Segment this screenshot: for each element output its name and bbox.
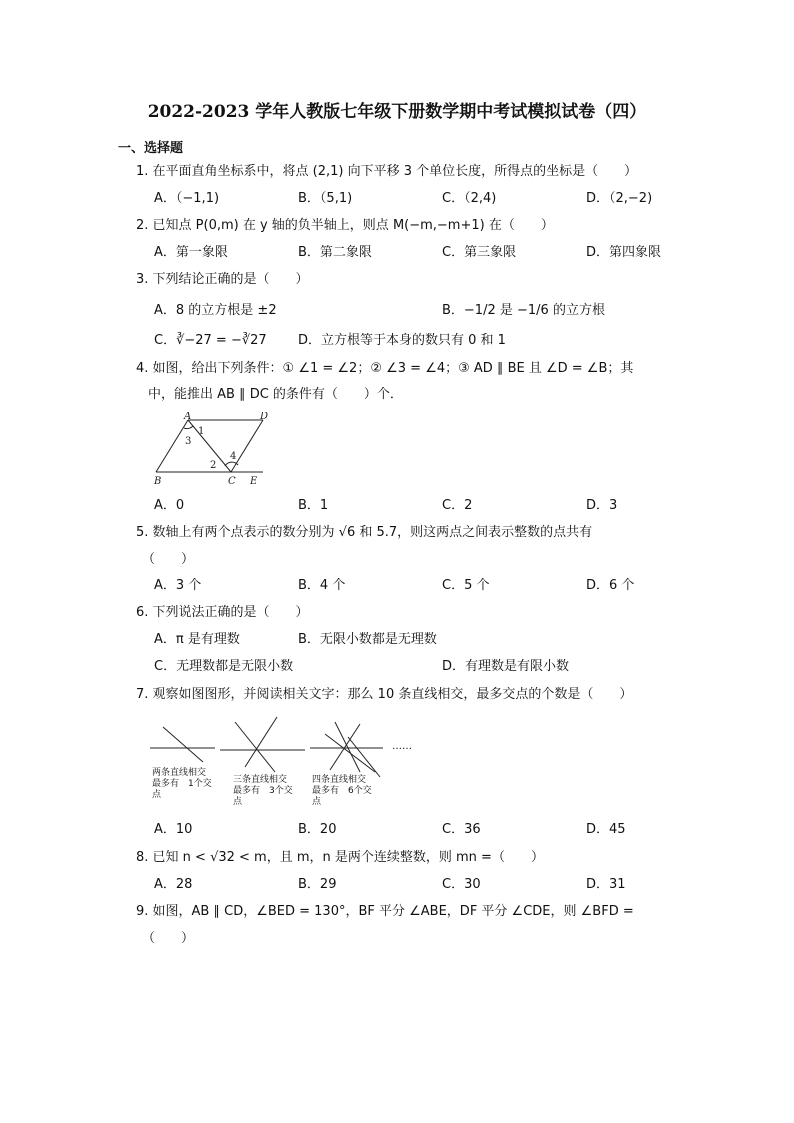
q7-option-b: B．20 <box>298 822 337 837</box>
label-3: 3 <box>185 436 192 447</box>
label-d: D <box>260 412 269 422</box>
q5-option-d: D．6 个 <box>586 578 635 593</box>
q5-option-c: C．5 个 <box>442 578 490 593</box>
q4-option-b: B．1 <box>298 498 329 513</box>
q5-option-a: A．3 个 <box>154 578 202 593</box>
question-5-cont: （ ） <box>142 552 195 567</box>
q6-option-d: D．有理数是有限小数 <box>442 659 570 674</box>
q5-option-b: B．4 个 <box>298 578 346 593</box>
label-c: C <box>228 476 236 487</box>
q3-option-b: B．−1/2 是 −1/6 的立方根 <box>442 303 605 318</box>
caption-three-lines-3: 点 <box>233 797 243 807</box>
caption-four-lines-3: 点 <box>312 797 322 807</box>
q4-option-c: C．2 <box>442 498 473 513</box>
label-b: B <box>154 476 162 487</box>
parallelogram-figure <box>148 412 273 488</box>
q7-option-c: C．36 <box>442 822 481 837</box>
q2-option-a: A．第一象限 <box>154 245 228 260</box>
q3-option-a: A．8 的立方根是 ±2 <box>154 303 277 318</box>
page-title: 2022-2023 学年人教版七年级下册数学期中考试模拟试卷（四） <box>147 102 647 122</box>
q8-option-d: D．31 <box>586 877 626 892</box>
q7-option-d: D．45 <box>586 822 626 837</box>
section-heading: 一、选择题 <box>118 141 184 156</box>
q2-option-b: B．第二象限 <box>298 245 372 260</box>
label-1: 1 <box>198 426 205 437</box>
q4-option-d: D．3 <box>586 498 618 513</box>
q1-option-c: C．（2,4) <box>442 191 497 206</box>
caption-three-lines-1: 三条直线相交 <box>233 775 288 785</box>
q1-option-a: A．（−1,1) <box>154 191 220 206</box>
q2-option-c: C．第三象限 <box>442 245 517 260</box>
q6-option-a: A．π 是有理数 <box>154 632 240 647</box>
caption-two-lines-2: 最多有 1个交 <box>152 779 212 789</box>
caption-four-lines-2: 最多有 6个交 <box>312 786 372 796</box>
caption-three-lines-2: 最多有 3个交 <box>233 786 293 796</box>
q1-option-b: B．（5,1) <box>298 191 353 206</box>
q4-option-a: A．0 <box>154 498 185 513</box>
question-9-cont: （ ） <box>142 931 195 946</box>
label-4: 4 <box>230 451 237 462</box>
question-6: 6. 下列说法正确的是（ ） <box>136 605 309 620</box>
caption-four-lines-1: 四条直线相交 <box>312 775 367 785</box>
label-a: A <box>184 412 192 422</box>
q6-option-c: C．无理数都是无限小数 <box>154 659 294 674</box>
question-3: 3. 下列结论正确的是（ ） <box>136 272 309 287</box>
q8-option-b: B．29 <box>298 877 337 892</box>
q8-option-c: C．30 <box>442 877 481 892</box>
question-8: 8. 已知 n < √32 < m，且 m，n 是两个连续整数，则 mn =（ ） <box>136 850 544 865</box>
q2-option-d: D．第四象限 <box>586 245 662 260</box>
q1-option-d: D．（2,−2) <box>586 191 653 206</box>
question-1: 1. 在平面直角坐标系中，将点 (2,1) 向下平移 3 个单位长度，所得点的坐标是（ ） <box>136 164 638 179</box>
question-7: 7. 观察如图图形，并阅读相关文字：那么 10 条直线相交，最多交点的个数是（ ） <box>136 687 633 702</box>
label-e: E <box>250 476 258 487</box>
question-5: 5. 数轴上有两个点表示的数分别为 √6 和 5.7，则这两点之间表示整数的点共有 <box>136 525 593 540</box>
q3-option-c: C．∛−27 = −∛27 <box>154 333 267 348</box>
q6-option-b: B．无限小数都是无理数 <box>298 632 437 647</box>
label-2: 2 <box>210 460 217 471</box>
q7-option-a: A．10 <box>154 822 193 837</box>
figure-ellipsis: …… <box>392 741 412 752</box>
question-2: 2. 已知点 P(0,m) 在 y 轴的负半轴上，则点 M(−m,−m+1) 在（ ） <box>136 218 554 233</box>
question-4: 4. 如图，给出下列条件：① ∠1 = ∠2；② ∠3 = ∠4；③ AD ∥ BE 且 ∠D = ∠B；其 <box>136 361 634 376</box>
question-4-cont: 中，能推出 AB ∥ DC 的条件有（ ）个． <box>148 387 403 402</box>
caption-two-lines-1: 两条直线相交 <box>152 768 207 778</box>
q3-option-d: D．立方根等于本身的数只有 0 和 1 <box>298 333 506 348</box>
caption-two-lines-3: 点 <box>152 790 162 800</box>
question-9: 9. 如图，AB ∥ CD，∠BED = 130°，BF 平分 ∠ABE，DF 平分 ∠CDE，则 ∠BFD = <box>136 904 634 919</box>
q8-option-a: A．28 <box>154 877 193 892</box>
